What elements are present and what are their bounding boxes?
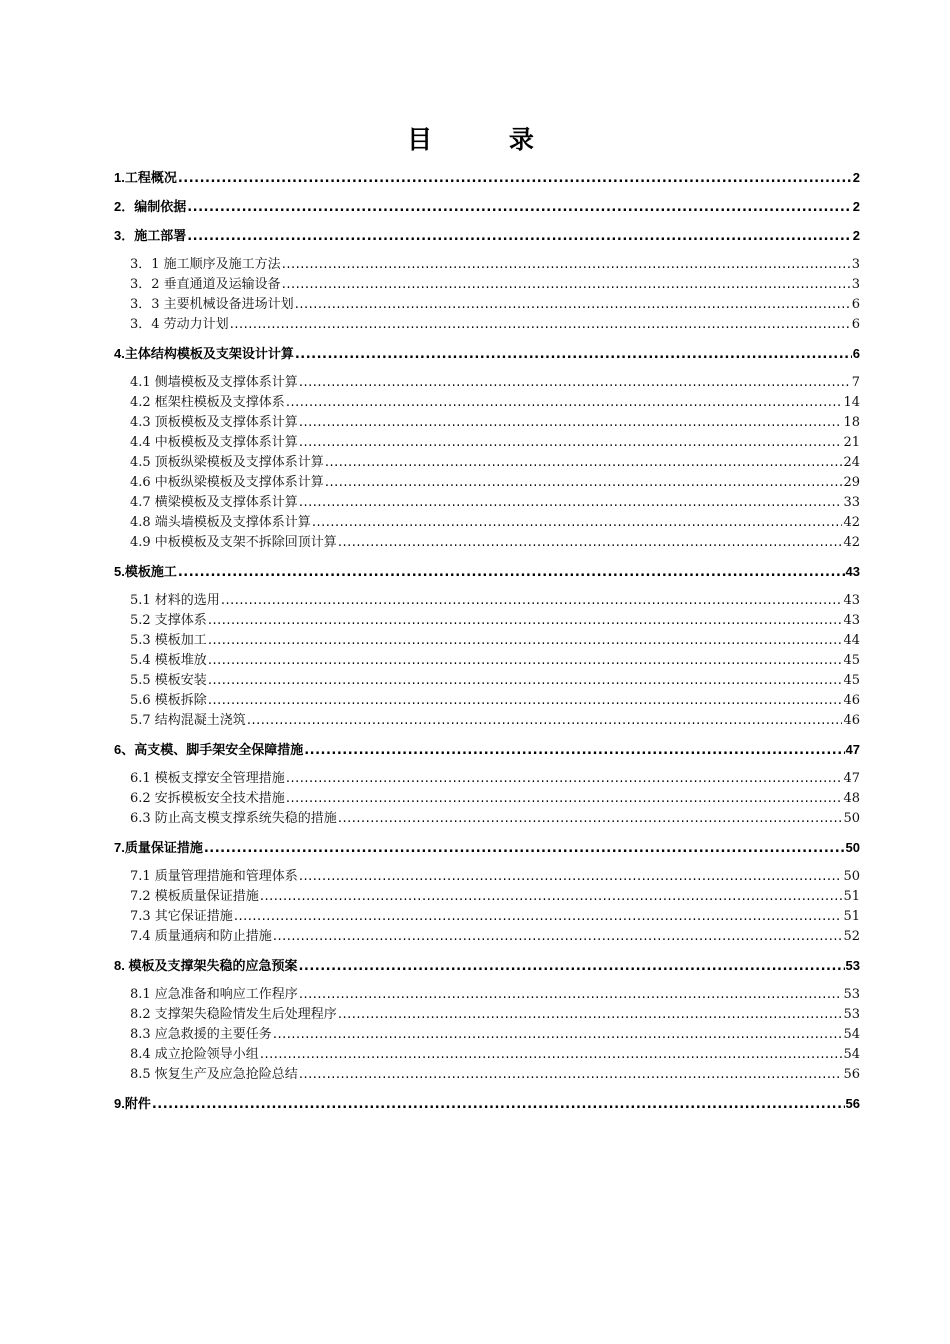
toc-dot-leader: [299, 433, 843, 453]
toc-page-number: 6: [851, 317, 860, 332]
toc-dot-leader: [299, 1065, 843, 1085]
toc-page-number: 48: [843, 791, 860, 806]
toc-section-entry[interactable]: [114, 1065, 860, 1085]
toc-section-entry[interactable]: [114, 1025, 860, 1045]
toc-dot-leader: [325, 473, 843, 493]
toc-section-entry[interactable]: [114, 373, 860, 393]
toc-page-number: 50: [843, 869, 860, 884]
toc-section-entry[interactable]: [114, 255, 860, 275]
toc-entry-label: 3．1 施工顺序及施工方法: [130, 257, 281, 272]
toc-dot-leader: [178, 169, 852, 188]
toc-page-number: 42: [843, 515, 860, 530]
toc-dot-leader: [273, 927, 843, 947]
toc-dot-leader: [286, 789, 843, 809]
toc-entry-label: 3．4 劳动力计划: [130, 317, 229, 332]
toc-dot-leader: [260, 1045, 843, 1065]
toc-entry-label: 5.6 模板拆除: [130, 693, 207, 708]
toc-page-number: 50: [843, 811, 860, 826]
toc-entry-label: 4.主体结构模板及支架设计计算: [114, 346, 294, 361]
toc-section-entry[interactable]: [114, 711, 860, 731]
toc-entry-label: 8.3 应急救援的主要任务: [130, 1027, 272, 1042]
toc-entry-label: 3．施工部署: [114, 228, 187, 243]
toc-section-entry[interactable]: [114, 867, 860, 887]
toc-dot-leader: [298, 957, 844, 976]
toc-entry-label: 8.2 支撑架失稳险情发生后处理程序: [130, 1007, 337, 1022]
toc-section-entry[interactable]: [114, 887, 860, 907]
toc-dot-leader: [204, 839, 845, 858]
toc-page-number: 47: [845, 742, 860, 757]
toc-page-number: 54: [843, 1047, 860, 1062]
toc-dot-leader: [299, 867, 843, 887]
toc-dot-leader: [325, 453, 843, 473]
toc-chapter-entry[interactable]: [114, 740, 860, 760]
toc-dot-leader: [299, 985, 843, 1005]
toc-chapter-entry[interactable]: [114, 562, 860, 582]
toc-dot-leader: [178, 563, 845, 582]
toc-section-entry[interactable]: [114, 413, 860, 433]
toc-section-entry[interactable]: [114, 691, 860, 711]
toc-page-number: 14: [843, 395, 860, 410]
toc-entry-label: 3．2 垂直通道及运输设备: [130, 277, 281, 292]
toc-dot-leader: [221, 591, 843, 611]
toc-entry-label: 5.2 支撑体系: [130, 613, 207, 628]
toc-dot-leader: [282, 275, 851, 295]
toc-chapter-entry[interactable]: [114, 956, 860, 976]
toc-page-number: 7: [851, 375, 860, 390]
toc-page-number: 53: [845, 958, 860, 973]
toc-page-number: 52: [843, 929, 860, 944]
toc-entry-label: 4.5 顶板纵梁模板及支撑体系计算: [130, 455, 324, 470]
toc-dot-leader: [338, 809, 843, 829]
toc-dot-leader: [187, 198, 852, 217]
toc-page-number: 18: [843, 415, 860, 430]
toc-entry-label: 8.4 成立抢险领导小组: [130, 1047, 259, 1062]
toc-page-number: 43: [843, 593, 860, 608]
toc-entry-label: 8.5 恢复生产及应急抢险总结: [130, 1067, 298, 1082]
toc-dot-leader: [208, 691, 843, 711]
toc-dot-leader: [208, 631, 843, 651]
toc-dot-leader: [260, 887, 843, 907]
toc-chapter-entry[interactable]: [114, 226, 860, 246]
toc-page-number: 43: [845, 564, 860, 579]
toc-entry-label: 4.1 侧墙模板及支撑体系计算: [130, 375, 298, 390]
toc-dot-leader: [299, 493, 843, 513]
toc-entry-label: 4.2 框架柱模板及支撑体系: [130, 395, 285, 410]
page-title: 目 录: [407, 125, 568, 154]
toc-section-entry[interactable]: [114, 1045, 860, 1065]
toc-page-number: 43: [843, 613, 860, 628]
toc-dot-leader: [295, 345, 852, 364]
toc-entry-label: 6.2 安拆模板安全技术措施: [130, 791, 285, 806]
toc-entry-label: 6.1 模板支撑安全管理措施: [130, 771, 285, 786]
toc-entry-label: 4.4 中板模板及支撑体系计算: [130, 435, 298, 450]
toc-page-number: 21: [843, 435, 860, 450]
toc-page-number: 51: [843, 889, 860, 904]
toc-page-number: 2: [852, 199, 860, 214]
toc-section-entry[interactable]: [114, 985, 860, 1005]
toc-section-entry[interactable]: [114, 393, 860, 413]
toc-dot-leader: [286, 769, 843, 789]
toc-entry-label: 8.1 应急准备和响应工作程序: [130, 987, 298, 1002]
toc-page-number: 2: [852, 228, 860, 243]
toc-dot-leader: [299, 413, 843, 433]
toc-section-entry[interactable]: [114, 533, 860, 553]
toc-entry-label: 3．3 主要机械设备进场计划: [130, 297, 294, 312]
toc-chapter-entry[interactable]: [114, 168, 860, 188]
toc-dot-leader: [282, 255, 851, 275]
toc-dot-leader: [338, 533, 843, 553]
table-of-contents: [114, 168, 860, 1114]
toc-entry-label: 7.2 模板质量保证措施: [130, 889, 259, 904]
toc-dot-leader: [304, 741, 844, 760]
toc-page-number: 47: [843, 771, 860, 786]
toc-dot-leader: [286, 393, 843, 413]
toc-page-number: 6: [852, 346, 860, 361]
toc-page-number: 56: [845, 1096, 860, 1111]
toc-chapter-entry[interactable]: [114, 1094, 860, 1114]
toc-entry-label: 4.7 横梁模板及支撑体系计算: [130, 495, 298, 510]
toc-entry-label: 4.3 顶板模板及支撑体系计算: [130, 415, 298, 430]
toc-page-number: 33: [843, 495, 860, 510]
toc-dot-leader: [247, 711, 843, 731]
toc-page-number: 24: [843, 455, 860, 470]
toc-section-entry[interactable]: [114, 513, 860, 533]
toc-section-entry[interactable]: [114, 453, 860, 473]
toc-section-entry[interactable]: [114, 809, 860, 829]
toc-chapter-entry[interactable]: [114, 344, 860, 364]
toc-dot-leader: [295, 295, 851, 315]
toc-page-number: 29: [843, 475, 860, 490]
toc-page-number: 50: [845, 840, 860, 855]
toc-section-entry[interactable]: [114, 907, 860, 927]
toc-section-entry[interactable]: [114, 611, 860, 631]
toc-section-entry[interactable]: [114, 1005, 860, 1025]
toc-dot-leader: [208, 671, 843, 691]
toc-entry-label: 5.3 模板加工: [130, 633, 207, 648]
toc-entry-label: 7.4 质量通病和防止措施: [130, 929, 272, 944]
toc-section-entry[interactable]: [114, 671, 860, 691]
toc-dot-leader: [299, 373, 851, 393]
toc-page-number: 6: [851, 297, 860, 312]
toc-dot-leader: [187, 227, 852, 246]
toc-page-number: 3: [851, 257, 860, 272]
toc-dot-leader: [152, 1095, 845, 1114]
toc-dot-leader: [234, 907, 843, 927]
toc-section-entry[interactable]: [114, 591, 860, 611]
toc-entry-label: 6、高支模、脚手架安全保障措施: [114, 742, 304, 757]
toc-section-entry[interactable]: [114, 315, 860, 335]
toc-chapter-entry[interactable]: [114, 197, 860, 217]
toc-section-entry[interactable]: [114, 631, 860, 651]
toc-section-entry[interactable]: [114, 651, 860, 671]
toc-dot-leader: [208, 611, 843, 631]
toc-section-entry[interactable]: [114, 493, 860, 513]
toc-dot-leader: [312, 513, 843, 533]
toc-entry-label: 7.1 质量管理措施和管理体系: [130, 869, 298, 884]
toc-section-entry[interactable]: [114, 295, 860, 315]
toc-dot-leader: [273, 1025, 843, 1045]
toc-entry-label: 5.5 模板安装: [130, 673, 207, 688]
toc-section-entry[interactable]: [114, 275, 860, 295]
toc-entry-label: 7.3 其它保证措施: [130, 909, 233, 924]
toc-entry-label: 9.附件: [114, 1096, 151, 1111]
toc-page-number: 56: [843, 1067, 860, 1082]
toc-entry-label: 4.6 中板纵梁模板及支撑体系计算: [130, 475, 324, 490]
toc-section-entry[interactable]: [114, 927, 860, 947]
toc-page-number: 51: [843, 909, 860, 924]
toc-entry-label: 5.1 材料的选用: [130, 593, 220, 608]
toc-entry-label: 8. 模板及支撑架失稳的应急预案: [114, 958, 298, 973]
toc-page-number: 45: [843, 673, 860, 688]
toc-page-number: 46: [843, 693, 860, 708]
toc-entry-label: 5.7 结构混凝土浇筑: [130, 713, 246, 728]
toc-page-number: 2: [852, 170, 860, 185]
toc-entry-label: 5.4 模板堆放: [130, 653, 207, 668]
toc-section-entry[interactable]: [114, 473, 860, 493]
toc-page-number: 53: [843, 1007, 860, 1022]
toc-dot-leader: [208, 651, 843, 671]
toc-entry-label: 6.3 防止高支模支撑系统失稳的措施: [130, 811, 337, 826]
toc-section-entry[interactable]: [114, 789, 860, 809]
toc-entry-label: 5.模板施工: [114, 564, 177, 579]
toc-entry-label: 1.工程概况: [114, 170, 177, 185]
toc-chapter-entry[interactable]: [114, 838, 860, 858]
toc-page-number: 45: [843, 653, 860, 668]
toc-section-entry[interactable]: [114, 433, 860, 453]
toc-page-number: 46: [843, 713, 860, 728]
toc-page-number: 53: [843, 987, 860, 1002]
toc-entry-label: 7.质量保证措施: [114, 840, 203, 855]
toc-entry-label: 4.8 端头墙模板及支撑体系计算: [130, 515, 311, 530]
toc-page-number: 54: [843, 1027, 860, 1042]
toc-page-number: 44: [843, 633, 860, 648]
toc-entry-label: 2．编制依据: [114, 199, 187, 214]
toc-page-number: 3: [851, 277, 860, 292]
toc-dot-leader: [338, 1005, 843, 1025]
toc-page-number: 42: [843, 535, 860, 550]
toc-entry-label: 4.9 中板模板及支架不拆除回顶计算: [130, 535, 337, 550]
toc-dot-leader: [230, 315, 851, 335]
toc-section-entry[interactable]: [114, 769, 860, 789]
